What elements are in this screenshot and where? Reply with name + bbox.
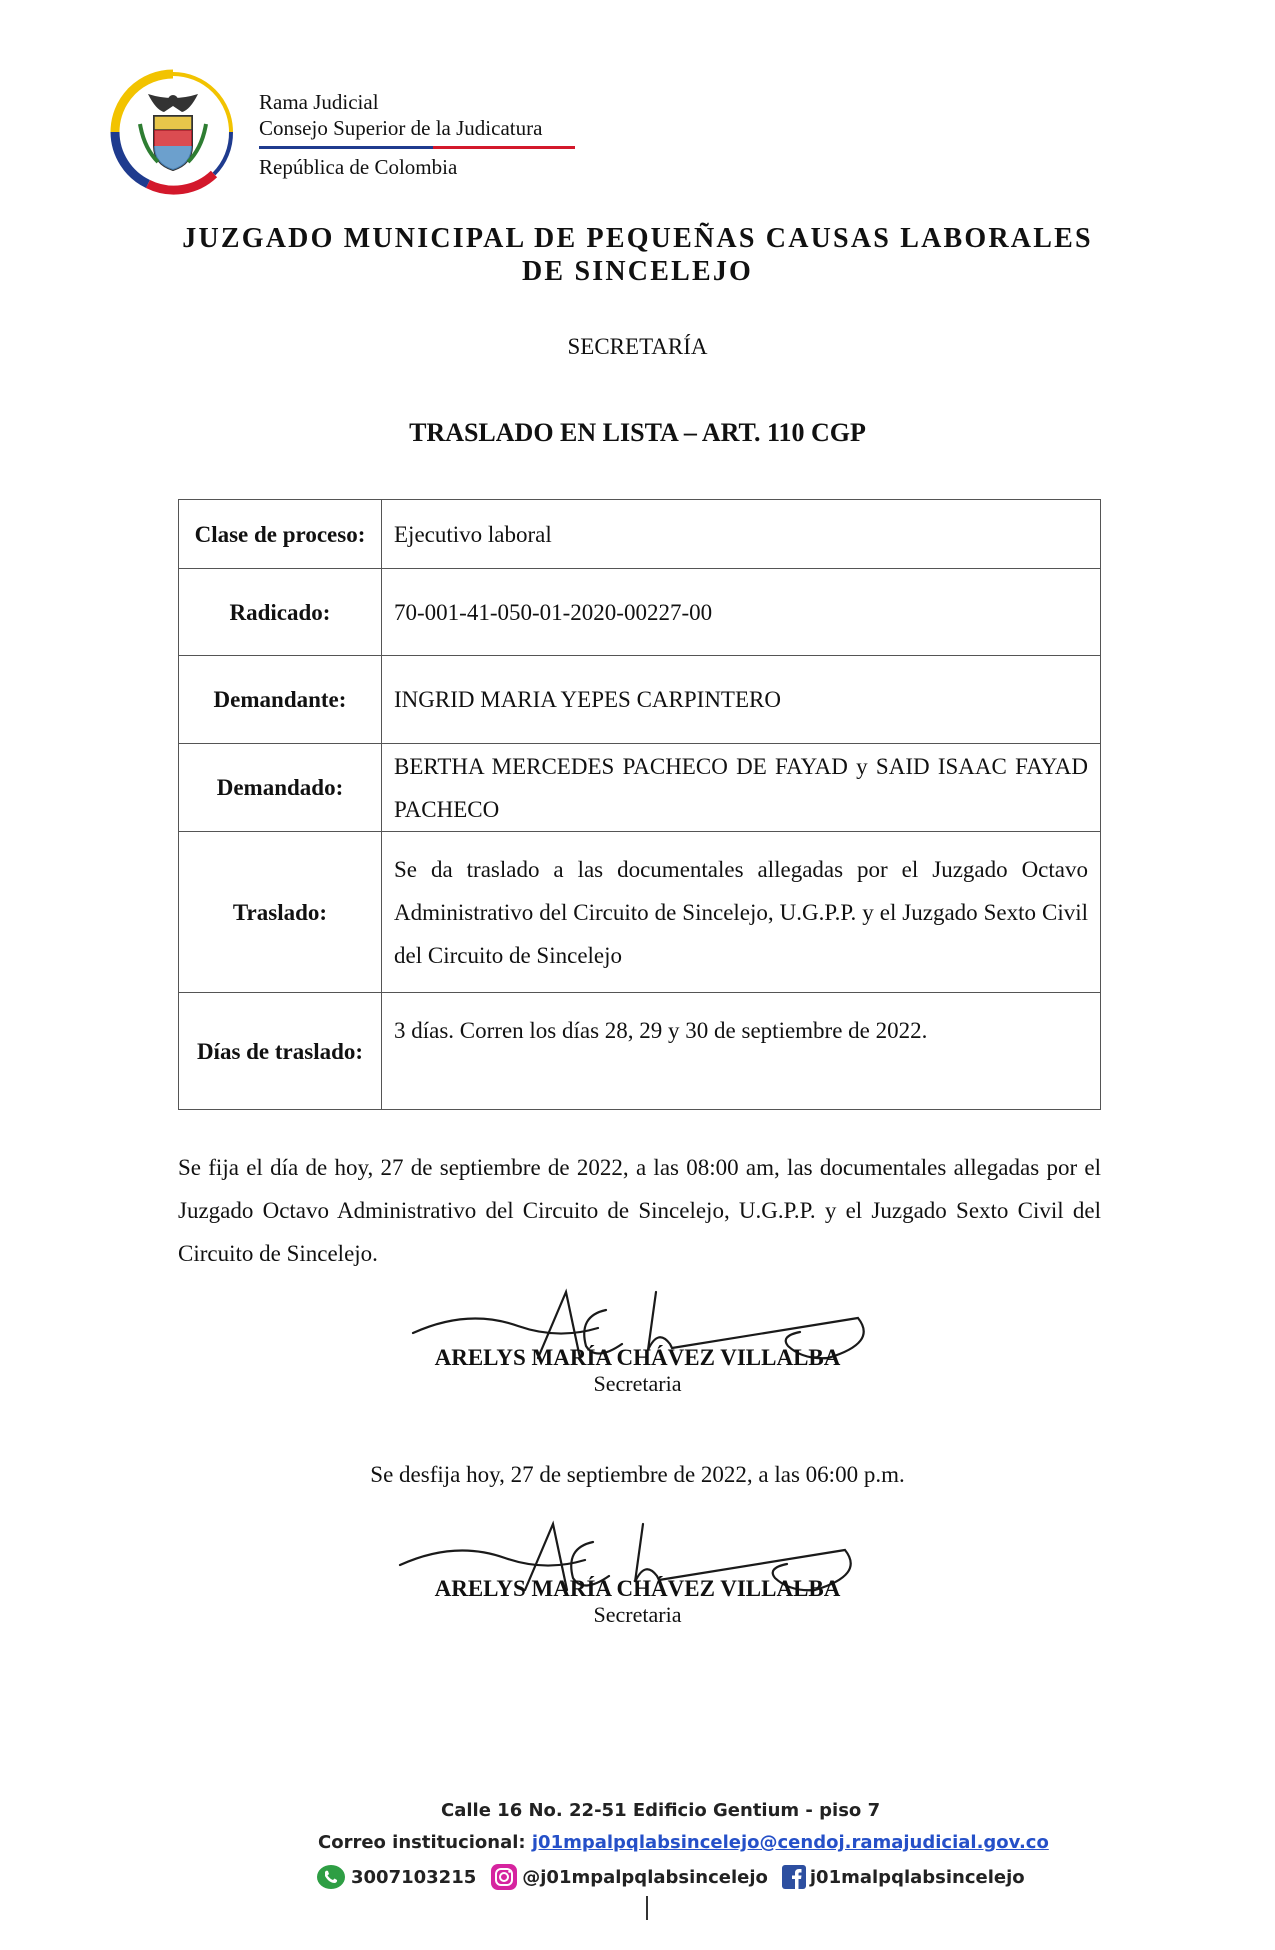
instagram-icon <box>490 1863 518 1891</box>
case-info-table <box>178 499 1101 1110</box>
footer-address: Calle 16 No. 22-51 Edificio Gentium - piso 7 <box>441 1800 881 1821</box>
instagram-contact[interactable] <box>490 1863 768 1891</box>
email-link[interactable]: j01mpalpqlabsincelejo@cendoj.ramajudicial.gov.co <box>531 1832 1049 1853</box>
facebook-icon <box>782 1863 806 1891</box>
table-row <box>179 832 1101 993</box>
signer-role: Secretaria <box>593 1602 682 1627</box>
row-label: Demandante: <box>179 656 382 744</box>
row-value: INGRID MARIA YEPES CARPINTERO <box>382 656 1101 744</box>
document-title: TRASLADO EN LISTA – ART. 110 CGP <box>409 418 866 447</box>
table-row <box>179 993 1101 1110</box>
brand-block <box>259 90 575 181</box>
page-marker <box>646 1896 648 1920</box>
brand-line-3: República de Colombia <box>259 155 458 180</box>
instagram-handle: @j01mpalpqlabsincelejo <box>522 1866 768 1888</box>
footer-contacts <box>315 1863 1039 1891</box>
email-label: Correo institucional: <box>318 1832 532 1853</box>
section-heading: SECRETARÍA <box>567 334 708 359</box>
facebook-contact[interactable] <box>782 1863 1025 1891</box>
signature-block-1 <box>0 1345 1275 1397</box>
whatsapp-contact[interactable] <box>315 1863 476 1891</box>
table-row <box>179 500 1101 569</box>
brand-line-1: Rama Judicial <box>259 90 379 114</box>
signature-block-2 <box>0 1576 1275 1628</box>
brand-rule <box>259 146 575 149</box>
table-row <box>179 744 1101 832</box>
whatsapp-number: 3007103215 <box>351 1866 477 1888</box>
row-label: Clase de proceso: <box>179 500 382 569</box>
row-value: BERTHA MERCEDES PACHECO DE FAYAD y SAID ISAAC FAYAD PACHECO <box>382 744 1101 832</box>
row-label: Días de traslado: <box>179 993 382 1110</box>
court-title-line-1: JUZGADO MUNICIPAL DE PEQUEÑAS CAUSAS LABORALES <box>182 223 1093 254</box>
footer-email-line <box>318 1832 1049 1853</box>
facebook-handle: j01malpqlabsincelejo <box>809 1866 1025 1888</box>
row-value: Se da traslado a las documentales allegadas por el Juzgado Octavo Administrativo del Circuito de Sincelejo, U.G.P.P. y el Juzgado Sexto Civil del Circuito de Sincelejo <box>382 832 1101 993</box>
brand-line-2: Consejo Superior de la Judicatura <box>259 115 543 140</box>
row-label: Demandado: <box>179 744 382 832</box>
row-value: 3 días. Corren los días 28, 29 y 30 de septiembre de 2022. <box>382 993 1101 1110</box>
signer-name: ARELYS MARÍA CHÁVEZ VILLALBA <box>434 1345 841 1370</box>
table-row <box>179 569 1101 656</box>
row-label: Traslado: <box>179 832 382 993</box>
court-title <box>0 222 1275 288</box>
signer-name: ARELYS MARÍA CHÁVEZ VILLALBA <box>434 1576 841 1601</box>
rama-judicial-logo <box>108 66 238 200</box>
court-title-line-2: DE SINCELEJO <box>521 256 753 287</box>
row-value: 70-001-41-050-01-2020-00227-00 <box>382 569 1101 656</box>
row-label: Radicado: <box>179 569 382 656</box>
signer-role: Secretaria <box>593 1371 682 1396</box>
fija-paragraph: Se fija el día de hoy, 27 de septiembre de 2022, a las 08:00 am, las documentales allegadas por el Juzgado Octavo Administrativo del Circuito de Sincelejo, U.G.P.P. y el Juzgado Sexto Civil del Circuito de Sincelejo. <box>178 1155 1101 1266</box>
desfija-text: Se desfija hoy, 27 de septiembre de 2022, a las 06:00 p.m. <box>370 1462 905 1487</box>
row-value: Ejecutivo laboral <box>382 500 1101 569</box>
table-row <box>179 656 1101 744</box>
whatsapp-icon <box>315 1863 347 1891</box>
